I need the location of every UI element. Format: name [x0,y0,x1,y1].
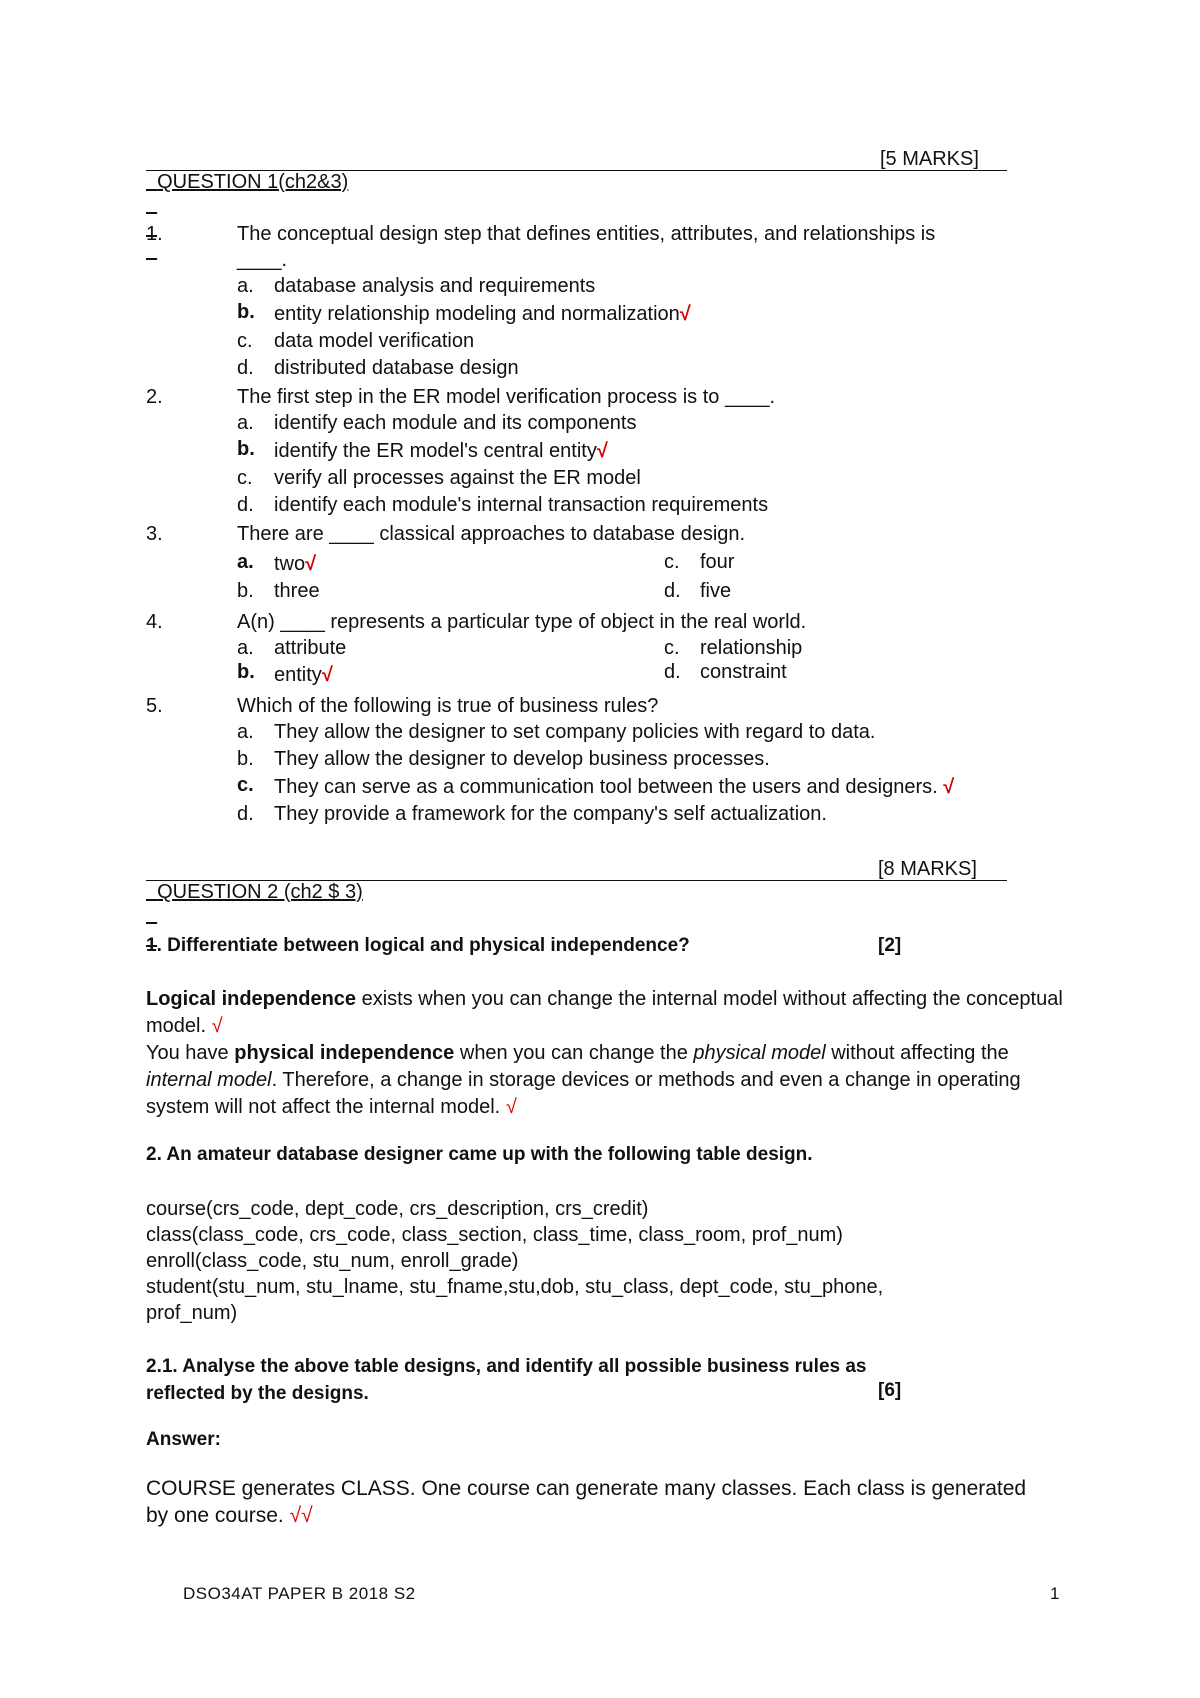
option-text-correct [274,440,608,463]
option-text: They can serve as a communication tool between the users and designers. [274,776,938,798]
emphasis: internal model [146,1069,272,1091]
q1-title: QUESTION 1(ch2&3) [157,171,349,193]
option-letter: a. [237,412,254,434]
option-letter: c. [664,637,680,659]
option-letter: c. [664,551,680,573]
check-mark-icon: √ [211,1015,223,1037]
q2-marks: [8 MARKS] [878,858,977,880]
option-text: entity [274,664,322,686]
option-letter: a. [237,275,254,297]
option-text: three [274,580,320,602]
q1-item-number: 3. [146,523,163,545]
heading-line: reflected by the designs. [146,1383,369,1404]
q1-item-text-cont: ____. [237,249,288,271]
option-text: distributed database design [274,357,519,379]
check-mark-icon: √ [321,664,333,686]
option-letter: d. [237,494,254,516]
table-definition: prof_num) [146,1302,238,1324]
q2-sub1-heading: 1. Differentiate between logical and physical independence? [146,935,690,956]
q2-sub21-heading [146,1353,867,1407]
option-text: relationship [700,637,803,659]
logical-independence-paragraph [146,986,1066,1040]
option-letter: c. [237,467,253,489]
q1-item-text: The first step in the ER model verification process is to ____. [237,386,776,408]
option-text: four [700,551,735,573]
q1-item-text: The conceptual design step that defines entities, attributes, and relationships is [237,223,936,245]
q1-item-number: 1. [146,223,163,245]
table-definition: student(stu_num, stu_lname, stu_fname,stu,dob, stu_class, dept_code, stu_phone, [146,1276,884,1298]
answer-text [146,1475,1046,1529]
option-letter-correct: a. [237,551,254,573]
option-letter: d. [664,580,681,602]
option-text: identify each module and its components [274,412,637,434]
check-mark-icon: √ [596,440,608,462]
option-text: identify each module's internal transaction requirements [274,494,769,516]
physical-independence-paragraph [146,1040,1066,1121]
option-letter: c. [237,330,253,352]
table-design-list [146,1196,883,1326]
option-letter: b. [237,748,254,770]
paragraph-text: without affecting the [825,1042,1009,1064]
paragraph-text: exists when you can change the internal model without affecting the conceptual model. [146,988,1063,1037]
option-letter-correct: c. [237,774,254,796]
q1-item-text: There are ____ classical approaches to database design. [237,523,746,545]
paragraph-text: when you can change the [454,1042,694,1064]
option-text: database analysis and requirements [274,275,596,297]
option-text-correct [274,776,954,799]
option-text: They allow the designer to develop business processes. [274,748,770,770]
option-letter-correct: b. [237,301,255,323]
option-letter: d. [237,357,254,379]
q1-marks: [5 MARKS] [880,148,979,170]
option-text-correct [274,553,316,576]
option-text-correct [274,664,333,687]
q2-sub21-marks: [6] [878,1380,902,1401]
page-number: 1 [1050,1584,1060,1603]
option-letter: d. [237,803,254,825]
q2-title: QUESTION 2 (ch2 $ 3) [157,881,363,903]
check-mark-icon: √ [305,553,317,575]
paragraph-text: You have [146,1042,235,1064]
option-text: identify the ER model's central entity [274,440,597,462]
option-letter: a. [237,637,254,659]
q1-item-text: A(n) ____ represents a particular type of object in the real world. [237,611,807,633]
table-definition: course(crs_code, dept_code, crs_description, crs_credit) [146,1198,649,1220]
option-letter-correct: b. [237,661,255,683]
option-text-correct [274,303,691,326]
option-text: constraint [700,661,787,683]
answer-body: COURSE generates CLASS. One course can generate many classes. Each class is generated by one course. [146,1477,1027,1527]
option-text: two [274,553,306,575]
option-letter: a. [237,721,254,743]
heading-line: 2.1. Analyse the above table designs, and identify all possible business rules as [146,1356,867,1377]
q1-item-number: 2. [146,386,163,408]
check-mark-icon: √ [943,776,955,798]
option-letter-correct: b. [237,438,255,460]
footer-paper-code: DSO34AT PAPER B 2018 S2 [183,1584,416,1603]
q1-item-number: 4. [146,611,163,633]
check-mark-icon: √ [505,1096,517,1118]
term-logical: Logical independence [146,988,357,1010]
option-text: They provide a framework for the company's self actualization. [274,803,827,825]
option-letter: b. [237,580,254,602]
check-mark-icon: √ [679,303,691,325]
check-mark-icon: √√ [289,1504,313,1527]
q1-item-text: Which of the following is true of business rules? [237,695,659,717]
option-text: entity relationship modeling and normalization [274,303,680,325]
table-definition: class(class_code, crs_code, class_section, class_time, class_room, prof_num) [146,1224,843,1246]
option-text: They allow the designer to set company policies with regard to data. [274,721,876,743]
q2-sub2-heading: 2. An amateur database designer came up with the following table design. [146,1144,813,1165]
term-physical: physical independence [234,1042,455,1064]
q2-sub1-marks: [2] [878,935,902,956]
emphasis: physical model [693,1042,826,1064]
paragraph-text: . Therefore, a change in storage devices or methods and even a change in operating system will not affect the internal model. [146,1069,1021,1118]
option-text: attribute [274,637,347,659]
option-text: data model verification [274,330,475,352]
option-text: verify all processes against the ER model [274,467,641,489]
option-letter: d. [664,661,681,683]
table-definition: enroll(class_code, stu_num, enroll_grade) [146,1250,519,1272]
answer-label: Answer: [146,1429,221,1450]
q1-item-number: 5. [146,695,163,717]
option-text: five [700,580,732,602]
